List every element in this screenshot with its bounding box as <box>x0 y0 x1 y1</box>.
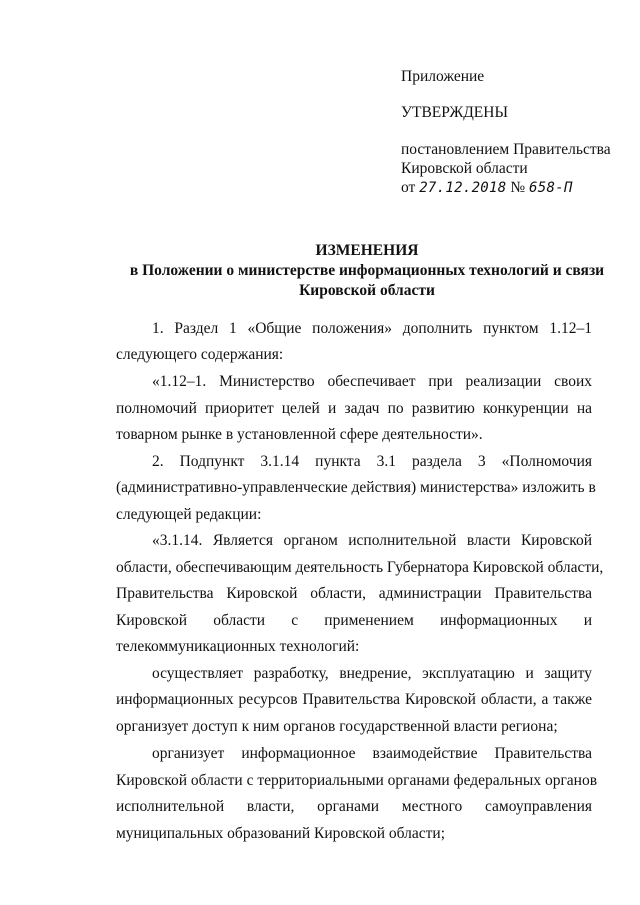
decree-line-1: постановлением Правительства <box>401 141 611 158</box>
document-subtitle-line-2: Кировской области <box>299 282 435 299</box>
approved-label: УТВЕРЖДЕНЫ <box>401 104 508 121</box>
body-line: следующей редакции: <box>116 506 262 523</box>
body-line: информационных ресурсов Правительства Кировской области, а также <box>116 691 592 708</box>
body-line: исполнительной власти, органами местного самоуправления <box>116 798 592 815</box>
body-line: (административно-управленческие действия) министерства» изложить в <box>116 479 596 496</box>
date-prefix: от <box>401 179 416 196</box>
body-line: Кировской области с территориальными органами федеральных органов <box>116 772 598 789</box>
body-line: «3.1.14. Является органом исполнительной власти Кировской <box>152 532 592 549</box>
handwritten-date: 27.12.2018 <box>419 180 507 196</box>
body-line: муниципальных образований Кировской области; <box>116 825 446 842</box>
body-line: телекоммуникационных технологий: <box>116 638 360 655</box>
document-subtitle-line-1: в Положении о министерстве информационных технологий и связи <box>129 262 605 279</box>
decree-date-line <box>401 179 573 197</box>
appendix-label: Приложение <box>401 68 485 85</box>
body-line: организует информационное взаимодействие Правительства <box>152 745 592 762</box>
body-line: 2. Подпункт 3.1.14 пункта 3.1 раздела 3 «Полномочия <box>152 453 592 470</box>
body-line: Кировской области с применением информационных и <box>116 612 592 629</box>
body-line: области, обеспечивающим деятельность Губернатора Кировской области, <box>116 559 604 576</box>
body-line: 1. Раздел 1 «Общие положения» дополнить пунктом 1.12–1 <box>152 320 592 337</box>
body-line: товарном рынке в установленной сфере деятельности». <box>116 426 483 443</box>
body-line: Правительства Кировской области, администрации Правительства <box>116 585 592 602</box>
body-line: осуществляет разработку, внедрение, эксплуатацию и защиту <box>152 665 592 682</box>
body-line: полномочий приоритет целей и задач по развитию конкуренции на <box>116 400 592 417</box>
document-title: ИЗМЕНЕНИЯ <box>315 242 419 259</box>
number-label: № <box>510 179 526 196</box>
decree-line-2: Кировской области <box>401 160 528 177</box>
body-line: «1.12–1. Министерство обеспечивает при реализации своих <box>152 373 592 390</box>
handwritten-number: 658-П <box>529 180 573 196</box>
body-line: следующего содержания: <box>116 346 284 363</box>
body-line: организует доступ к ним органов государственной власти региона; <box>116 718 558 735</box>
